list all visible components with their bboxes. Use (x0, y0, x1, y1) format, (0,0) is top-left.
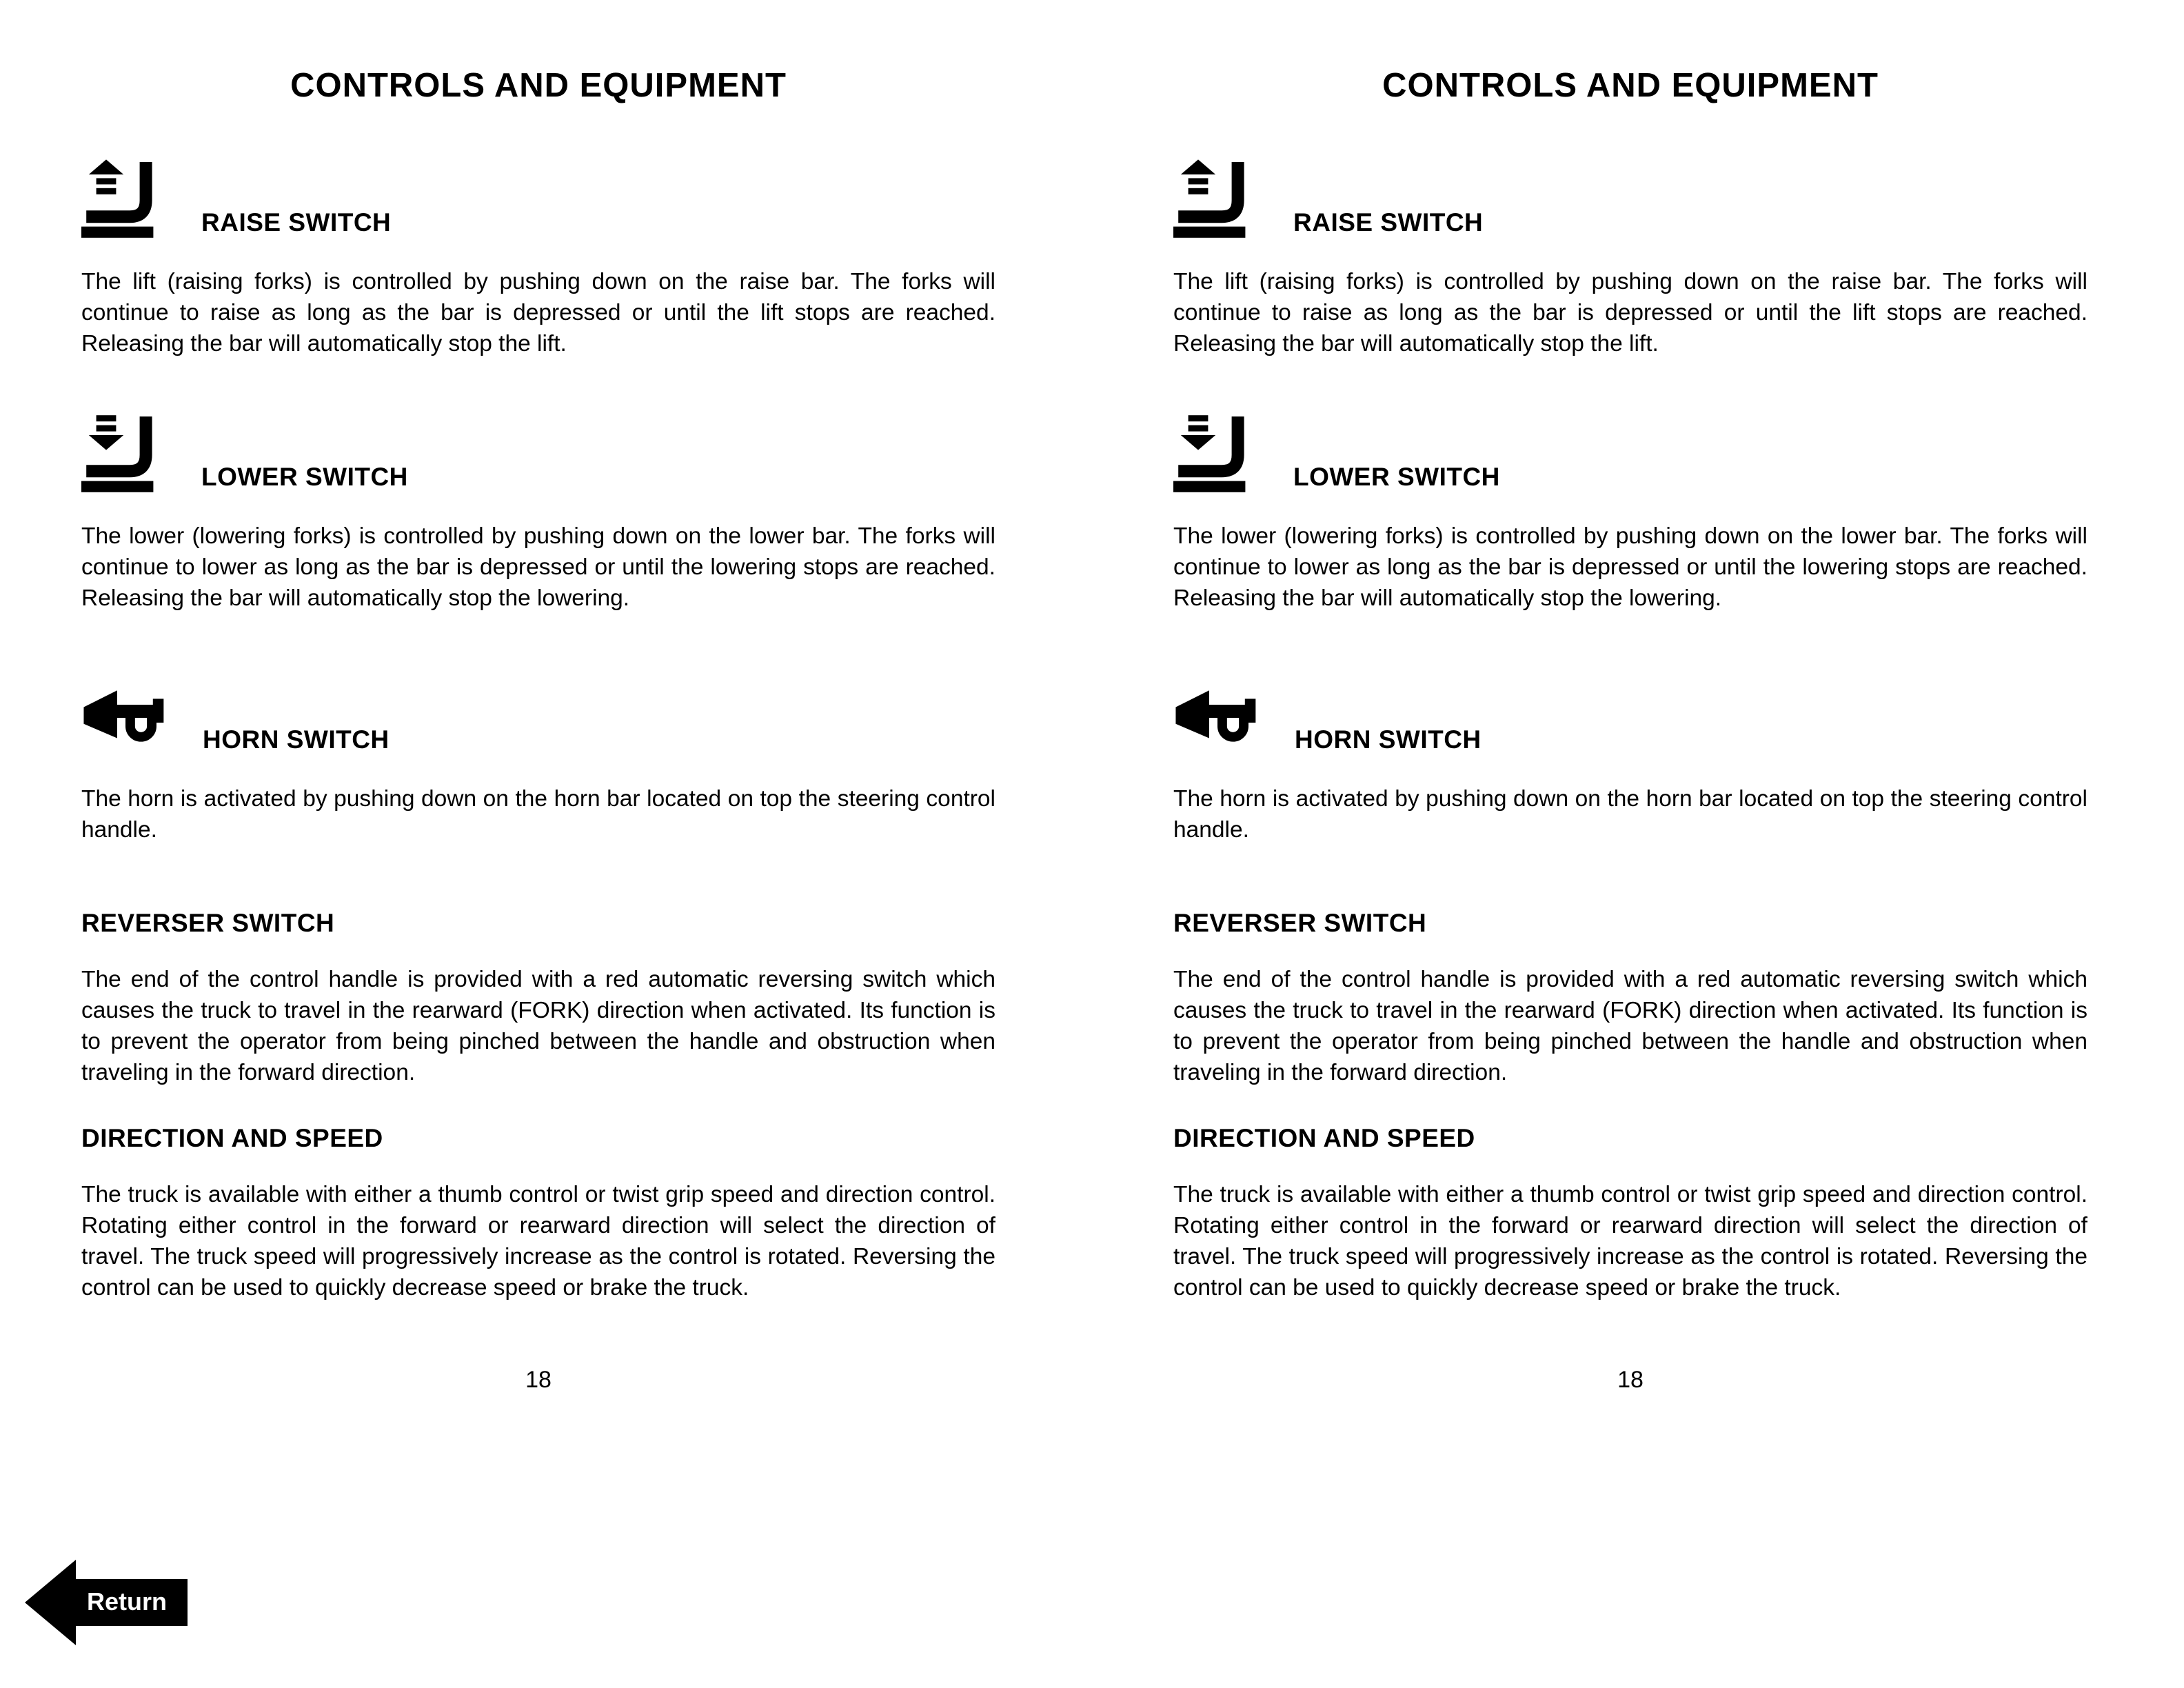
section-body-lower: The lower (lowering forks) is controlled by pushing down on the lower bar. The forks will continue to lower as long as the bar is depressed or until the lowering stops are reached. Releasing the bar will automatically stop the lowering. (81, 523, 995, 611)
page-number: 18 (1617, 1367, 1644, 1393)
section-body-horn: The horn is activated by pushing down on the horn bar located on top the steering control handle. (1173, 786, 2087, 843)
section-heading-reverser: REVERSER SWITCH (1173, 909, 1427, 937)
lower-switch-icon (81, 413, 168, 494)
section-body-direction: The truck is available with either a thumb control or twist grip speed and direction control. Rotating either control in the forward or rearward direction will select the direction of travel. The truck speed will progressively increase as the control is rotated. Reversing the control can be used to quickly decrease speed or brake the truck. (1173, 1182, 2087, 1300)
return-label: Return (74, 1579, 188, 1626)
raise-switch-icon (1173, 159, 1260, 240)
horn-switch-section-header (1173, 688, 2087, 757)
lower-switch-icon (1173, 413, 1260, 494)
section-body-horn: The horn is activated by pushing down on the horn bar located on top the steering control handle. (81, 786, 995, 843)
section-body-reverser: The end of the control handle is provided with a red automatic reversing switch which causes the truck to travel in the rearward (FORK) direction when activated. Its function is to prevent the operator from being pinched between the handle and obstruction when traveling in the forward direction. (1173, 967, 2087, 1085)
section-body-raise: The lift (raising forks) is controlled by pushing down on the raise bar. The forks will continue to raise as long as the bar is depressed or until the lift stops are reached. Releasing the bar will automatically stop the lift. (81, 269, 995, 356)
page-number: 18 (525, 1367, 552, 1393)
section-body-lower: The lower (lowering forks) is controlled by pushing down on the lower bar. The forks will continue to lower as long as the bar is depressed or until the lowering stops are reached. Releasing the bar will automatically stop the lowering. (1173, 523, 2087, 611)
section-body-reverser: The end of the control handle is provided with a red automatic reversing switch which causes the truck to travel in the rearward (FORK) direction when activated. Its function is to prevent the operator from being pinched between the handle and obstruction when traveling in the forward direction. (81, 967, 995, 1085)
manual-page-right (1092, 0, 2184, 1688)
section-body-raise: The lift (raising forks) is controlled by pushing down on the raise bar. The forks will continue to raise as long as the bar is depressed or until the lift stops are reached. Releasing the bar will automatically stop the lift. (1173, 269, 2087, 356)
section-body-direction: The truck is available with either a thumb control or twist grip speed and direction control. Rotating either control in the forward or rearward direction will select the direction of travel. The truck speed will progressively increase as the control is rotated. Reversing the control can be used to quickly decrease speed or brake the truck. (81, 1182, 995, 1300)
section-heading-horn: HORN SWITCH (203, 725, 390, 754)
raise-switch-section-header (81, 159, 995, 240)
page-title: CONTROLS AND EQUIPMENT (1382, 67, 1879, 104)
left-arrow-icon (25, 1560, 76, 1645)
section-heading-raise: RAISE SWITCH (201, 208, 392, 237)
lower-switch-section-header (81, 413, 995, 494)
horn-switch-section-header (81, 688, 995, 757)
section-heading-raise: RAISE SWITCH (1293, 208, 1484, 237)
return-button[interactable] (25, 1560, 188, 1645)
raise-switch-icon (81, 159, 168, 240)
lower-switch-section-header (1173, 413, 2087, 494)
raise-switch-section-header (1173, 159, 2087, 240)
section-heading-lower: LOWER SWITCH (201, 463, 408, 491)
section-heading-horn: HORN SWITCH (1295, 725, 1482, 754)
page-title: CONTROLS AND EQUIPMENT (290, 67, 787, 104)
section-heading-reverser: REVERSER SWITCH (81, 909, 335, 937)
horn-icon (81, 688, 170, 757)
section-heading-direction: DIRECTION AND SPEED (1173, 1124, 1475, 1152)
section-heading-direction: DIRECTION AND SPEED (81, 1124, 383, 1152)
section-heading-lower: LOWER SWITCH (1293, 463, 1500, 491)
horn-icon (1173, 688, 1262, 757)
